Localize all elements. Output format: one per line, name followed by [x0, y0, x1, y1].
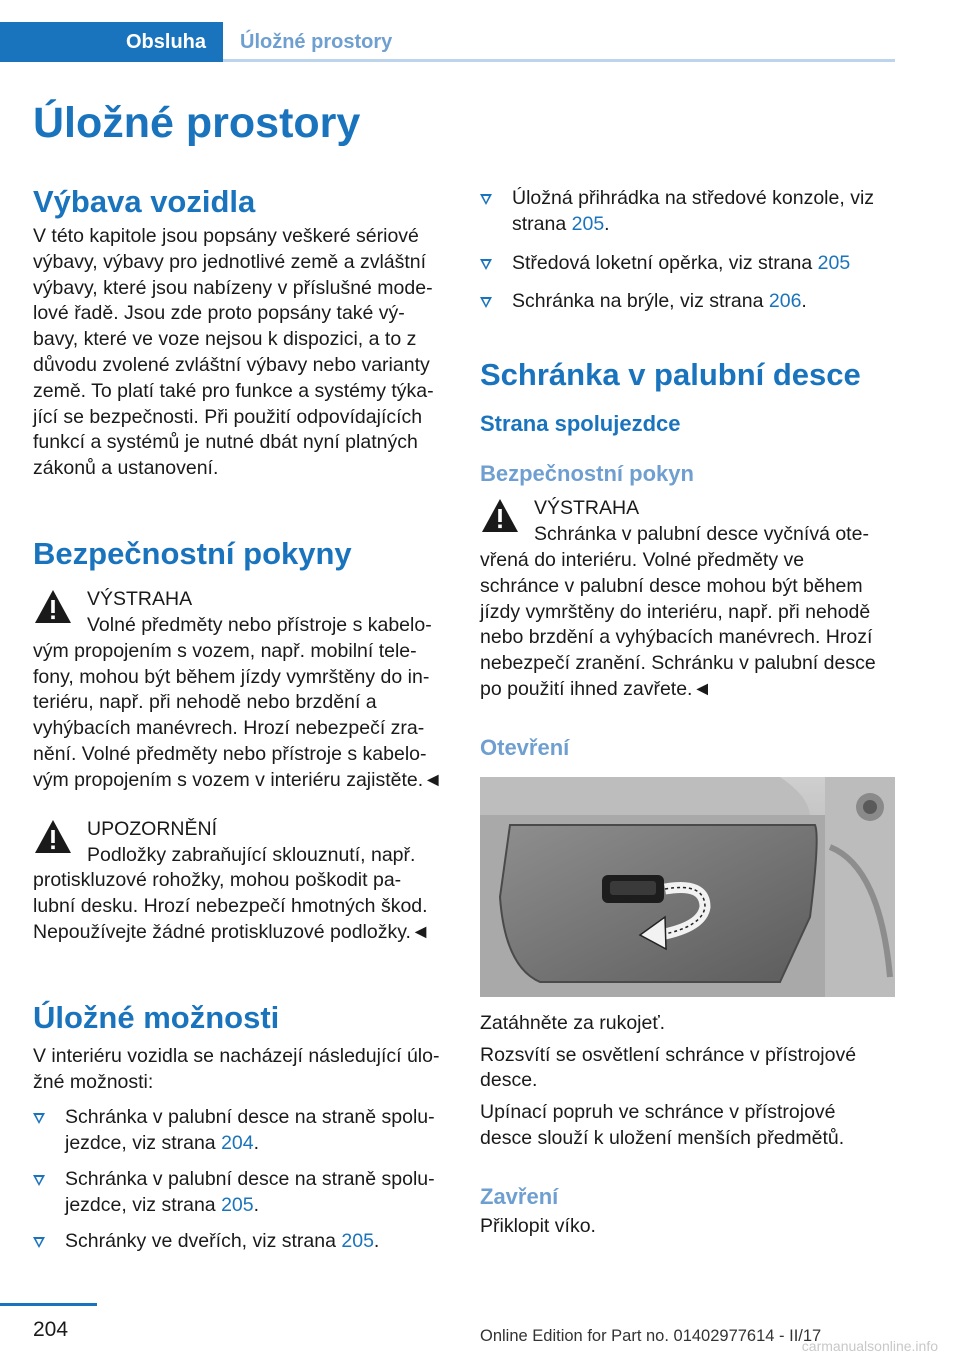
header-tab-bar: [0, 22, 895, 62]
edition-text: Online Edition for Part no. 01402977614 - II/17: [480, 1327, 822, 1345]
right-column: [480, 186, 890, 1240]
left-column: [33, 180, 443, 1264]
text-punct: .: [604, 212, 610, 235]
page-ref-link[interactable]: 205: [571, 212, 605, 235]
text-punct: .: [373, 1229, 380, 1252]
text-line: vyhýbacích manévrech. Hrozí nebezpečí zra‐: [33, 717, 425, 740]
text-line: Volné předměty nebo přístroje s kabelo‐: [87, 613, 432, 636]
text-line: Úložná přihrádka na středové konzole, viz: [512, 187, 875, 209]
warning-block-upozorneni: [33, 816, 443, 946]
vybava-paragraph: [33, 224, 443, 482]
text-line: Středová loketní opěrka, viz strana: [512, 251, 818, 274]
text-line: Nepoužívejte žádné protiskluzové podložky.◄: [33, 920, 431, 943]
text-punct: .: [801, 290, 807, 313]
text-line: jezdce, viz strana: [65, 1132, 222, 1155]
text-line: Schránka na brýle, viz strana: [512, 290, 769, 313]
list-item: [480, 251, 890, 277]
text-line: nebezpečí zranění. Schránku v palubní desce: [480, 652, 876, 675]
text-line: důvodu zvolené zvláštní výbavy nebo varianty: [33, 353, 430, 376]
text-line: jízdy vymrštěny do interiéru, např. při nehodě: [480, 600, 871, 623]
text-line: V interiéru vozidla se nacházejí následující úlo‐: [33, 1044, 440, 1067]
warning-triangle-icon: [480, 497, 520, 534]
text-line: zákonů a ustanovení.: [33, 457, 219, 480]
text-line: desce.: [480, 1069, 538, 1092]
bullet-triangle-icon: [33, 1237, 45, 1248]
bullet-triangle-icon: [480, 297, 492, 308]
text-line: lubní desku. Hrozí nebezpečí hmotných škod.: [33, 895, 428, 918]
tab-obsluha[interactable]: Obsluha: [0, 22, 223, 62]
page-number: 204: [33, 1318, 69, 1341]
text-line: protiskluzové rohožky, mohou poškodit pa‐: [33, 869, 402, 892]
text-line: teriéru, např. při nehodě nebo brzdění a: [33, 691, 377, 714]
tab-ulozne-prostory[interactable]: Úložné prostory: [240, 31, 393, 53]
text-line: výbavy, výbavy pro jednotlivé země a zvláštní: [33, 250, 427, 273]
text-line: desce slouží k uložení menších předmětů.: [480, 1126, 845, 1149]
bullet-triangle-icon: [480, 194, 492, 205]
warning-triangle-icon: [33, 818, 73, 855]
page-title: Úložné prostory: [33, 99, 361, 147]
list-item: [480, 289, 890, 315]
otevreni-step1: Zatáhněte za rukojeť.: [480, 1011, 666, 1034]
heading-otevreni: Otevření: [480, 734, 570, 760]
text-line: nebo brzdění a vyhýbacích manévrech. Hrozí: [480, 626, 873, 649]
heading-ulozne-moznosti: Úložné možnosti: [33, 999, 280, 1035]
text-line: funkcí a systémů je nutné dbát nyní platných: [33, 431, 418, 454]
text-line: bavy, které ve voze nejsou k dispozici, a to z: [33, 328, 417, 351]
text-line: strana: [512, 212, 572, 235]
header-divider: [223, 59, 895, 62]
warning-block-vystraha: [33, 586, 443, 794]
text-line: výbavy, které jsou nabízeny v příslušné mode‐: [33, 276, 433, 299]
text-punct: .: [253, 1132, 260, 1155]
right-list: [480, 186, 890, 315]
text-line: jezdce, viz strana: [65, 1193, 222, 1216]
text-line: vým propojením s vozem v interiéru zajistěte.◄: [33, 768, 443, 791]
text-punct: .: [253, 1193, 260, 1216]
text-line: Schránky ve dveřích, viz strana: [65, 1229, 342, 1252]
text-line: Podložky zabraňující sklouznutí, např.: [87, 843, 416, 866]
text-line: fony, mohou být během jízdy vymrštěny do in‐: [33, 665, 430, 688]
page-ref-link[interactable]: 205: [341, 1229, 374, 1252]
list-item: [33, 1105, 443, 1157]
text-line: Schránka v palubní desce vyčnívá ote‐: [534, 523, 869, 546]
footer-accent-line: [0, 1303, 97, 1306]
bullet-triangle-icon: [33, 1175, 45, 1186]
moznosti-intro: [33, 1044, 443, 1096]
heading-strana-spolujezdce: Strana spolujezdce: [480, 411, 681, 437]
heading-vybava: Výbava vozidla: [33, 184, 256, 219]
bullet-triangle-icon: [33, 1113, 45, 1124]
bullet-triangle-icon: [480, 259, 492, 270]
text-line: země. To platí také pro funkce a systémy týka‐: [33, 379, 434, 402]
text-line: Rozsvítí se osvětlení schránce v přístrojové: [480, 1043, 857, 1066]
page-ref-link[interactable]: 206: [768, 290, 802, 313]
zavreni-text: Přiklopit víko.: [480, 1214, 596, 1237]
text-line: po použití ihned zavřete.◄: [480, 677, 712, 700]
page-ref-link[interactable]: 204: [221, 1132, 254, 1155]
text-line: Upínací popruh ve schránce v přístrojové: [480, 1101, 836, 1124]
page-ref-link[interactable]: 205: [817, 251, 851, 274]
warning-label: UPOZORNĚNÍ: [87, 817, 218, 840]
heading-zavreni: Zavření: [480, 1183, 559, 1209]
warning-label: VÝSTRAHA: [534, 497, 640, 520]
page-ref-link[interactable]: 205: [221, 1193, 254, 1216]
list-item: [480, 186, 890, 238]
text-line: žné možnosti:: [33, 1070, 154, 1093]
warning-text: [33, 843, 443, 946]
glovebox-photo: [480, 777, 895, 997]
warning-label: VÝSTRAHA: [87, 587, 193, 610]
text-line: Schránka v palubní desce na straně spolu‐: [65, 1167, 435, 1190]
text-line: nění. Volné předměty nebo přístroje s kabelo‐: [33, 742, 427, 765]
warning-text: [33, 613, 443, 794]
text-line: vým propojením s vozem, např. mobilní tele‐: [33, 639, 417, 662]
text-line: schránce v palubní desce mohou být během: [480, 574, 863, 597]
text-line: jící se bezpečnosti. Při použití odpovídajících: [33, 405, 423, 428]
list-item: [33, 1167, 443, 1219]
text-line: V této kapitole jsou popsány veškeré sériové: [33, 225, 419, 247]
warning-text: [480, 522, 890, 703]
moznosti-list: [33, 1105, 443, 1254]
otevreni-step2: [480, 1043, 890, 1095]
text-line: lové řadě. Jsou zde proto popsány také vý‐: [33, 302, 405, 325]
text-line: vřená do interiéru. Volné předměty ve: [480, 548, 805, 571]
heading-bezpecnostni-pokyny: Bezpečnostní pokyny: [33, 535, 352, 571]
otevreni-step3: [480, 1100, 890, 1152]
heading-schranka-v-palubni-desce: Schránka v palubní desce: [480, 357, 861, 393]
warning-triangle-icon: [33, 588, 73, 625]
text-line: Schránka v palubní desce na straně spolu‐: [65, 1106, 435, 1129]
heading-bezpecnostni-pokyn: Bezpečnostní pokyn: [480, 461, 694, 487]
watermark-text: carmanualsonline.info: [801, 1338, 938, 1354]
list-item: [33, 1229, 443, 1255]
warning-block-vystraha-right: [480, 495, 890, 703]
